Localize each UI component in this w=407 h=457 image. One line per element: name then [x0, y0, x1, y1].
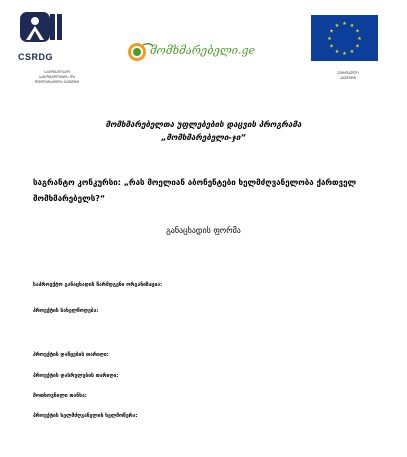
csrdg-caption-line: ᲡᲐᲖᲝᲒᲐᲓᲝᲔᲑᲘᲡ ᲓᲐ: [38, 75, 76, 79]
center-logo-text: მომხმარებელი.ge: [150, 44, 256, 57]
svg-text:★: ★: [329, 43, 334, 50]
csrdg-caption-line: ᲡᲐᲛᲝᲥᲐᲚᲐᲥᲝ: [44, 70, 70, 74]
svg-text:★: ★: [355, 43, 360, 50]
svg-text:★: ★: [327, 36, 332, 42]
csrdg-logo-text: CSRDG: [18, 52, 54, 62]
program-subtitle: „მომხმარებელი-ჯი“: [161, 133, 246, 142]
eu-flag: [311, 15, 378, 61]
svg-text:★: ★: [349, 49, 355, 55]
svg-text:★: ★: [357, 36, 362, 42]
svg-text:★: ★: [334, 23, 340, 29]
svg-text:★: ★: [342, 21, 347, 27]
csrdg-caption: [12, 70, 102, 85]
field-requested-amount: მოთხოვნილი თანხა:: [33, 393, 87, 399]
field-applicant-organization: საპროექტო განაცხადის წარმდგენი ორგანიზაცია:: [33, 282, 163, 288]
svg-text:★: ★: [342, 51, 347, 57]
svg-text:★: ★: [329, 28, 334, 35]
eu-stars: [311, 15, 378, 61]
form-title: განაცხადის ფორმა: [166, 226, 241, 235]
field-project-start-date: პროექტის დაწყების თარიღი:: [33, 352, 109, 358]
svg-text:★: ★: [334, 49, 340, 55]
svg-text:★: ★: [349, 23, 355, 29]
csrdg-caption-line: ᲓᲔᲛᲝᲙᲠᲐᲢᲘᲘᲡ ᲪᲔᲜᲢᲠᲘ: [34, 80, 80, 84]
field-project-name: პროექტის სახელწოდება:: [33, 308, 99, 314]
field-project-end-date: პროექტის დასრულების თარიღი:: [33, 373, 119, 379]
eu-caption-line: ᲙᲐᲕᲨᲘᲠᲘ: [339, 76, 357, 80]
svg-text:★: ★: [355, 28, 360, 35]
eu-caption: [318, 71, 378, 81]
field-project-manager-signature: პროექტის ხელმძღვანელის ხელმოწერა:: [33, 413, 138, 419]
eu-caption-line: ᲔᲕᲠᲝᲞᲣᲚᲘ: [337, 71, 359, 75]
program-title: მომხმარებელთა უფლებების დაცვის პროგრამა: [105, 120, 302, 129]
contest-title: საგრანტო კონკურსი: „რას მოელიან აბონენტები ხელმძღვანელობა ქართველ მომხმარებელს?“: [33, 178, 357, 203]
